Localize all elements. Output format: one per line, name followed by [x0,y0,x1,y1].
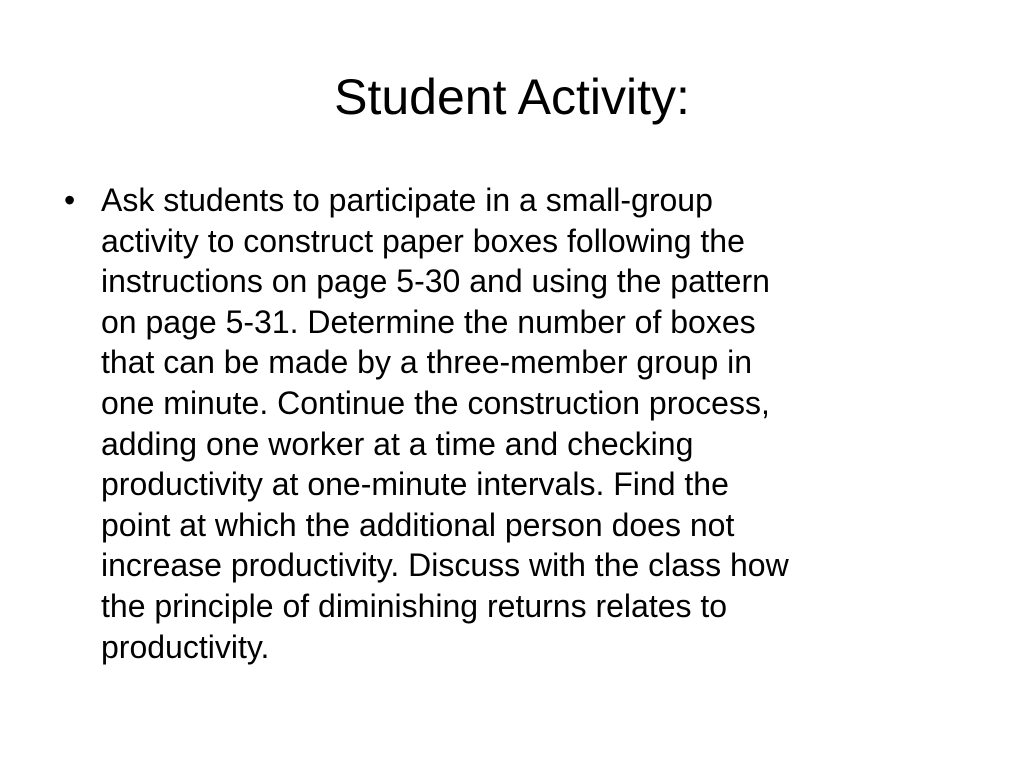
bullet-text-line: activity to construct paper boxes following the [101,222,745,259]
bullet-text-line: the principle of diminishing returns relates to [101,587,728,624]
slide-title: Student Activity: [334,69,690,125]
bullet-text-line: one minute. Continue the construction process, [101,384,770,421]
bullet-dot-icon: • [64,182,76,218]
bullet-item [64,180,959,667]
bullet-text-line: that can be made by a three-member group in [101,344,753,381]
bullet-text-line: point at which the additional person does not [101,506,735,543]
bullet-text-line: instructions on page 5-30 and using the pattern [101,263,770,300]
bullet-text-line: adding one worker at a time and checking [101,425,694,462]
bullet-text-line: on page 5-31. Determine the number of boxes [101,303,756,340]
bullet-text-line: productivity. [101,628,270,665]
bullet-text-line: increase productivity. Discuss with the class how [101,547,789,584]
bullet-text-line: Ask students to participate in a small-group [101,182,713,218]
bullet-text-line: productivity at one-minute intervals. Find the [101,466,729,503]
bullet-list [64,180,959,667]
